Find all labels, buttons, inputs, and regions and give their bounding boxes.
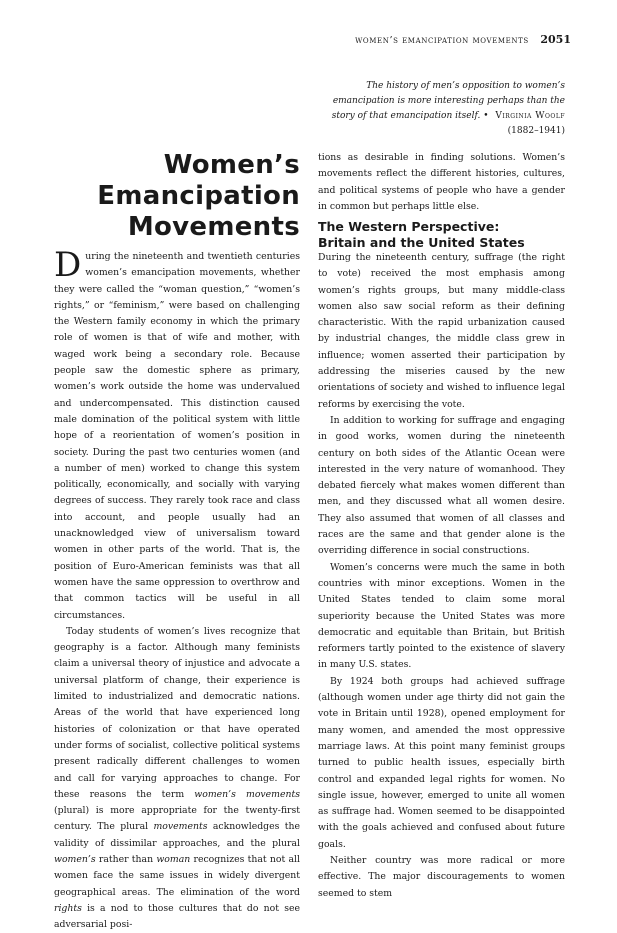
running-header [355, 33, 571, 46]
right-column-continuation [318, 150, 565, 215]
running-title: women’s emancipation movements [355, 35, 529, 46]
article-title [54, 150, 300, 243]
paragraph-text: recognizes that not all women face the same issues in widely divergent geographical areas. The elimination of the word [54, 853, 301, 898]
paragraph-text: Today students of women’s lives recognize that geography is a factor. Although many feminists claim a universal theory of injustice and advocate a universal platform of change, their experience is limited to industrialized and democratic nations. Areas of the world that have experienced long histories of colonization or that have operated under forms of socialist, collective political systems present radically different challenges to women and call for varying approaches to change. For these reasons the term [54, 625, 300, 800]
paragraph: tions as desirable in finding solutions. Women’s movements reflect the different histories, cultures, and political systems of people who have a gender in common but perhaps little else. [318, 152, 565, 212]
paragraph [54, 624, 300, 933]
section-heading-line: Britain and the United States [318, 235, 525, 250]
paragraph: By 1924 both groups had achieved suffrage (although women under age thirty did not gain the vote in Britain until 1928), opened employment for many women, and amended the most oppressive marriage laws. At this point many feminist groups turned to public health issues, especially birth control and expanded legal rights for women. No single issue, however, emerged to unite all women as suffrage had. Women seemed to be disappointed with the goals achieved and confused about future goals. [318, 675, 565, 850]
left-column [54, 245, 301, 933]
emphasis: movements [153, 821, 208, 833]
paragraph: During the nineteenth century, suffrage (the right to vote) received the most emphasis among women’s rights groups, but many middle-class women also saw social reform as their defining characteristic. With the rapid urbanization caused by industrial changes, the middle class grew in influence; women asserted their participation by addressing the miseries caused by the new orientations of society and wished to influence legal reforms by exercising the vote. [318, 252, 565, 410]
page-number: 2051 [540, 33, 571, 46]
title-line: Women’s [163, 150, 300, 180]
epigraph-author: Virginia Woolf [495, 111, 565, 121]
paragraph-text: uring the nineteenth and twentieth centuries women’s emancipation movements, whether they were called the “woman question,” “women’s rights,” or “feminism,” were based on challenging the Western family economy in which the primary role of women is that of wife and mother, with waged work being a secondary role. Because people saw the domestic sphere as primary, women’s work outside the home was undervalued and undercompensated. This distinction caused male domination of the political system with little hope of a reorientation of women’s position in society. During the past two centuries women (and a number of men) worked to change this system politically, economically, and socially with varying degrees of success. They rarely took race and class into account, and people usually had an unacknowledged view of universalism toward women in other parts of the world. That is, the position of Euro-American feminists was that all women have the same oppression to overthrow and that common tactics will be useful in all circumstances. [54, 251, 300, 621]
drop-cap: D [54, 245, 82, 285]
section-heading [318, 219, 565, 251]
emphasis: rights [54, 902, 82, 914]
paragraph: Neither country was more radical or more effective. The major discouragements to women seemed to stem [318, 854, 565, 899]
epigraph-dates: (1882–1941) [507, 126, 565, 136]
section-heading-line: The Western Perspective: [318, 219, 500, 234]
paragraph-text: (plural) is more appropriate for the twenty-first century. The plural [54, 805, 300, 833]
paragraph-text: acknowledges the validity of dissimilar approaches, and the plural [54, 821, 300, 849]
paragraph-text: rather than [95, 853, 157, 865]
emphasis: women’s [54, 853, 96, 865]
paragraph: Women’s concerns were much the same in both countries with minor exceptions. Women in the United States tended to claim some moral superiority because the United States was more democratic and equitable than Britain, but British reformers tartly pointed to the existence of slavery in many U.S. states. [318, 561, 565, 671]
right-column [318, 250, 565, 902]
epigraph-bullet: • [483, 111, 489, 121]
paragraph: In addition to working for suffrage and engaging in good works, women during the nineteenth century on both sides of the Atlantic Ocean were interested in the very nature of womanhood. They debated fiercely what makes women different than men, and they discussed what all women desire. They also assumed that women of all classes and races are the same and that gender alone is the overriding difference in social constructions. [318, 414, 565, 557]
emphasis: women’s movements [194, 788, 300, 800]
epigraph-quote: The history of men’s opposition to women’s emancipation is more interesting perhaps than the story of that emancipation itself. [331, 81, 565, 121]
paragraph-text: is a nod to those cultures that do not see adversarial posi- [54, 902, 300, 931]
epigraph [318, 79, 565, 139]
emphasis: woman [156, 853, 191, 865]
title-line: Movements [127, 212, 300, 242]
title-line: Emancipation [97, 181, 300, 211]
paragraph [54, 245, 300, 624]
